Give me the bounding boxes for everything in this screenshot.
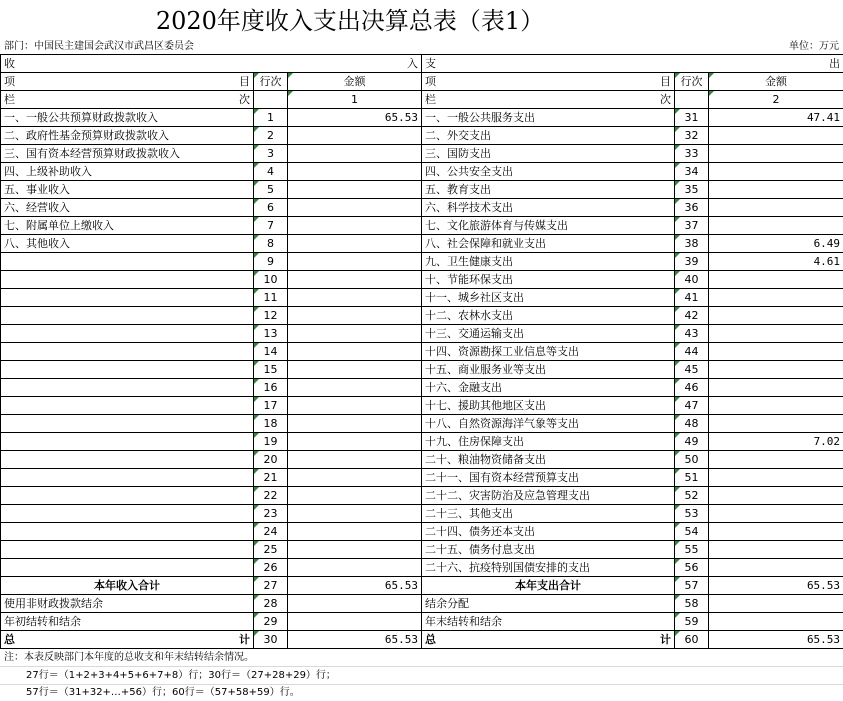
- expense-amount[interactable]: [709, 343, 843, 361]
- expense-item-label[interactable]: 二十、粮油物资储备支出: [422, 451, 675, 469]
- income-amount[interactable]: [288, 559, 422, 577]
- income-item-label[interactable]: [1, 505, 254, 523]
- row-59-label[interactable]: 年末结转和结余: [422, 613, 675, 631]
- expense-row-no-header[interactable]: 行次: [675, 73, 709, 91]
- note-line-1: 注：本表反映部门本年度的总收支和年末结转结余情况。: [4, 652, 254, 663]
- row-29-no[interactable]: 29: [254, 613, 288, 631]
- row-28-no[interactable]: 28: [254, 595, 288, 613]
- row-59-amount[interactable]: [709, 613, 843, 631]
- expense-amount[interactable]: 4.61: [709, 253, 843, 271]
- expense-item-label[interactable]: 十三、交通运输支出: [422, 325, 675, 343]
- table-row: [1, 109, 843, 127]
- expense-amount[interactable]: [709, 451, 843, 469]
- expense-col-label[interactable]: 栏 次: [422, 91, 675, 109]
- expense-amount[interactable]: [709, 307, 843, 325]
- table-row: [1, 235, 843, 253]
- income-item-label[interactable]: [1, 253, 254, 271]
- row-58-label[interactable]: 结余分配: [422, 595, 675, 613]
- income-item-label[interactable]: [1, 469, 254, 487]
- table-row: [1, 469, 843, 487]
- row-28-label[interactable]: 使用非财政拨款结余: [1, 595, 254, 613]
- table-row: [1, 199, 843, 217]
- income-amount-header[interactable]: 金额: [288, 73, 422, 91]
- income-item-label[interactable]: 二、政府性基金预算财政拨款收入: [1, 127, 254, 145]
- table-row: [1, 163, 843, 181]
- expense-item-label[interactable]: 二、外交支出: [422, 127, 675, 145]
- table-row: [1, 271, 843, 289]
- income-col-blank[interactable]: [254, 91, 288, 109]
- income-row-no[interactable]: 6: [254, 199, 288, 217]
- grand-total-row: [1, 631, 843, 649]
- income-item-label[interactable]: 三、国有资本经营预算财政拨款收入: [1, 145, 254, 163]
- expense-row-no[interactable]: 34: [675, 163, 709, 181]
- expense-amount[interactable]: [709, 271, 843, 289]
- expense-item-label[interactable]: 二十二、灾害防治及应急管理支出: [422, 487, 675, 505]
- expense-item-label[interactable]: 二十五、债务付息支出: [422, 541, 675, 559]
- expense-amount[interactable]: [709, 487, 843, 505]
- income-row-no-header[interactable]: 行次: [254, 73, 288, 91]
- income-row-no[interactable]: 12: [254, 307, 288, 325]
- income-item-header[interactable]: 项 目: [1, 73, 254, 91]
- expense-row-no[interactable]: 43: [675, 325, 709, 343]
- table-row: [1, 487, 843, 505]
- total-row: [1, 577, 843, 595]
- income-amount[interactable]: [288, 415, 422, 433]
- expense-item-label[interactable]: 二十六、抗疫特别国债安排的支出: [422, 559, 675, 577]
- expense-row-no[interactable]: 33: [675, 145, 709, 163]
- expense-grand-total-label[interactable]: 总 计: [422, 631, 675, 649]
- income-item-label[interactable]: 一、一般公共预算财政拨款收入: [1, 109, 254, 127]
- expense-row-no[interactable]: 50: [675, 451, 709, 469]
- income-amount[interactable]: [288, 505, 422, 523]
- income-item-label[interactable]: [1, 433, 254, 451]
- expense-row-no[interactable]: 53: [675, 505, 709, 523]
- expense-amount[interactable]: 47.41: [709, 109, 843, 127]
- expense-amount[interactable]: [709, 325, 843, 343]
- table-row: [1, 343, 843, 361]
- expense-amount[interactable]: [709, 523, 843, 541]
- income-row-no[interactable]: 14: [254, 343, 288, 361]
- income-item-label[interactable]: 五、事业收入: [1, 181, 254, 199]
- income-item-label[interactable]: [1, 487, 254, 505]
- grid-line: [0, 684, 843, 685]
- expense-row-no[interactable]: 40: [675, 271, 709, 289]
- expense-item-label[interactable]: 九、卫生健康支出: [422, 253, 675, 271]
- expense-amount[interactable]: [709, 199, 843, 217]
- income-total-label[interactable]: 本年收入合计: [1, 577, 254, 595]
- expense-grand-total-amount[interactable]: 65.53: [709, 631, 843, 649]
- expense-item-label[interactable]: 七、文化旅游体育与传媒支出: [422, 217, 675, 235]
- expense-total-label[interactable]: 本年支出合计: [422, 577, 675, 595]
- income-item-label[interactable]: [1, 559, 254, 577]
- income-row-no[interactable]: 9: [254, 253, 288, 271]
- table-row: [1, 379, 843, 397]
- income-row-no[interactable]: 16: [254, 379, 288, 397]
- income-item-label[interactable]: [1, 271, 254, 289]
- table-row: [1, 433, 843, 451]
- expense-total-amount[interactable]: 65.53: [709, 577, 843, 595]
- department-label: 部门：中国民主建国会武汉市武昌区委员会: [4, 41, 194, 52]
- income-amount[interactable]: [288, 217, 422, 235]
- table-row: [1, 289, 843, 307]
- table-row: [1, 307, 843, 325]
- income-row-no[interactable]: 26: [254, 559, 288, 577]
- table-row: [1, 181, 843, 199]
- expense-amount[interactable]: [709, 541, 843, 559]
- expense-item-label[interactable]: 十八、自然资源海洋气象等支出: [422, 415, 675, 433]
- expense-section-header[interactable]: 支 出: [422, 55, 843, 73]
- expense-item-label[interactable]: 八、社会保障和就业支出: [422, 235, 675, 253]
- income-item-label[interactable]: 六、经营收入: [1, 199, 254, 217]
- income-row-no[interactable]: 7: [254, 217, 288, 235]
- income-row-no[interactable]: 11: [254, 289, 288, 307]
- expense-amount[interactable]: [709, 397, 843, 415]
- expense-row-no[interactable]: 54: [675, 523, 709, 541]
- expense-item-header[interactable]: 项 目: [422, 73, 675, 91]
- income-amount[interactable]: [288, 541, 422, 559]
- income-item-label[interactable]: [1, 343, 254, 361]
- header-row-section: [1, 55, 843, 73]
- expense-grand-total-no[interactable]: 60: [675, 631, 709, 649]
- table-row: [1, 613, 843, 631]
- expense-item-label[interactable]: 二十一、国有资本经营预算支出: [422, 469, 675, 487]
- income-col-number[interactable]: 1: [288, 91, 422, 109]
- income-row-no[interactable]: 3: [254, 145, 288, 163]
- expense-row-no[interactable]: 47: [675, 397, 709, 415]
- expense-row-no[interactable]: 39: [675, 253, 709, 271]
- header-row-columns: [1, 73, 843, 91]
- expense-amount[interactable]: 6.49: [709, 235, 843, 253]
- page-title: 2020年度收入支出决算总表（表1）: [155, 7, 545, 35]
- income-item-label[interactable]: [1, 379, 254, 397]
- unit-label: 单位：万元: [789, 41, 839, 52]
- expense-amount[interactable]: [709, 559, 843, 577]
- expense-row-no[interactable]: 38: [675, 235, 709, 253]
- table-row: [1, 253, 843, 271]
- expense-item-label[interactable]: 二十四、债务还本支出: [422, 523, 675, 541]
- expense-amount-header[interactable]: 金额: [709, 73, 843, 91]
- expense-amount[interactable]: [709, 505, 843, 523]
- income-amount[interactable]: [288, 181, 422, 199]
- income-item-label[interactable]: 八、其他收入: [1, 235, 254, 253]
- income-row-no[interactable]: 4: [254, 163, 288, 181]
- income-amount[interactable]: [288, 307, 422, 325]
- expense-amount[interactable]: 7.02: [709, 433, 843, 451]
- expense-row-no[interactable]: 46: [675, 379, 709, 397]
- income-row-no[interactable]: 23: [254, 505, 288, 523]
- income-row-no[interactable]: 21: [254, 469, 288, 487]
- expense-row-no[interactable]: 31: [675, 109, 709, 127]
- income-total-amount[interactable]: 65.53: [288, 577, 422, 595]
- income-row-no[interactable]: 15: [254, 361, 288, 379]
- expense-row-no[interactable]: 32: [675, 127, 709, 145]
- expense-item-label[interactable]: 六、科学技术支出: [422, 199, 675, 217]
- income-grand-total-label[interactable]: 总 计: [1, 631, 254, 649]
- expense-amount[interactable]: [709, 163, 843, 181]
- expense-item-label[interactable]: 十、节能环保支出: [422, 271, 675, 289]
- income-row-no[interactable]: 19: [254, 433, 288, 451]
- income-amount[interactable]: [288, 325, 422, 343]
- income-row-no[interactable]: 8: [254, 235, 288, 253]
- table-row: [1, 595, 843, 613]
- income-row-no[interactable]: 13: [254, 325, 288, 343]
- income-row-no[interactable]: 10: [254, 271, 288, 289]
- expense-amount[interactable]: [709, 127, 843, 145]
- note-line-2: 27行＝（1+2+3+4+5+6+7+8）行；30行＝（27+28+29）行；: [26, 670, 336, 681]
- income-item-label[interactable]: [1, 397, 254, 415]
- income-row-no[interactable]: 18: [254, 415, 288, 433]
- income-col-label[interactable]: 栏 次: [1, 91, 254, 109]
- row-59-no[interactable]: 59: [675, 613, 709, 631]
- income-item-label[interactable]: 四、上级补助收入: [1, 163, 254, 181]
- expense-row-no[interactable]: 49: [675, 433, 709, 451]
- row-58-amount[interactable]: [709, 595, 843, 613]
- expense-amount[interactable]: [709, 415, 843, 433]
- note-line-3: 57行＝（31+32+…+56）行；60行＝（57+58+59）行。: [26, 687, 300, 698]
- expense-col-blank[interactable]: [675, 91, 709, 109]
- income-amount[interactable]: [288, 271, 422, 289]
- table-row: [1, 397, 843, 415]
- expense-row-no[interactable]: 37: [675, 217, 709, 235]
- expense-item-label[interactable]: 十一、城乡社区支出: [422, 289, 675, 307]
- table-row: [1, 217, 843, 235]
- table-row: [1, 127, 843, 145]
- expense-amount[interactable]: [709, 469, 843, 487]
- table-row: [1, 325, 843, 343]
- expense-amount[interactable]: [709, 217, 843, 235]
- expense-amount[interactable]: [709, 145, 843, 163]
- table-row: [1, 361, 843, 379]
- income-amount[interactable]: [288, 433, 422, 451]
- income-row-no[interactable]: 25: [254, 541, 288, 559]
- income-amount[interactable]: [288, 523, 422, 541]
- income-amount[interactable]: [288, 199, 422, 217]
- expense-item-label[interactable]: 十六、金融支出: [422, 379, 675, 397]
- row-28-amount[interactable]: [288, 595, 422, 613]
- row-58-no[interactable]: 58: [675, 595, 709, 613]
- income-item-label[interactable]: [1, 361, 254, 379]
- income-item-label[interactable]: 七、附属单位上缴收入: [1, 217, 254, 235]
- row-29-label[interactable]: 年初结转和结余: [1, 613, 254, 631]
- expense-item-label[interactable]: 四、公共安全支出: [422, 163, 675, 181]
- income-amount[interactable]: [288, 163, 422, 181]
- table-row: [1, 523, 843, 541]
- expense-item-label[interactable]: 十五、商业服务业等支出: [422, 361, 675, 379]
- income-amount[interactable]: [288, 289, 422, 307]
- expense-amount[interactable]: [709, 361, 843, 379]
- income-grand-total-amount[interactable]: 65.53: [288, 631, 422, 649]
- expense-row-no[interactable]: 51: [675, 469, 709, 487]
- income-amount[interactable]: [288, 235, 422, 253]
- income-amount[interactable]: [288, 379, 422, 397]
- expense-item-label[interactable]: 三、国防支出: [422, 145, 675, 163]
- income-amount[interactable]: [288, 343, 422, 361]
- expense-item-label[interactable]: 二十三、其他支出: [422, 505, 675, 523]
- row-29-amount[interactable]: [288, 613, 422, 631]
- income-item-label[interactable]: [1, 541, 254, 559]
- expense-row-no[interactable]: 41: [675, 289, 709, 307]
- income-row-no[interactable]: 22: [254, 487, 288, 505]
- income-amount[interactable]: [288, 145, 422, 163]
- expense-item-label[interactable]: 五、教育支出: [422, 181, 675, 199]
- income-amount[interactable]: [288, 397, 422, 415]
- income-item-label[interactable]: [1, 523, 254, 541]
- income-amount[interactable]: [288, 127, 422, 145]
- expense-amount[interactable]: [709, 289, 843, 307]
- income-item-label[interactable]: [1, 325, 254, 343]
- expense-row-no[interactable]: 56: [675, 559, 709, 577]
- table-row: [1, 559, 843, 577]
- expense-row-no[interactable]: 55: [675, 541, 709, 559]
- expense-item-label[interactable]: 十七、援助其他地区支出: [422, 397, 675, 415]
- income-row-no[interactable]: 2: [254, 127, 288, 145]
- income-grand-total-no[interactable]: 30: [254, 631, 288, 649]
- table-row: [1, 541, 843, 559]
- table-row: [1, 415, 843, 433]
- budget-table: [0, 54, 843, 649]
- expense-row-no[interactable]: 35: [675, 181, 709, 199]
- income-amount[interactable]: [288, 361, 422, 379]
- header-row-colno: [1, 91, 843, 109]
- grid-line: [0, 666, 843, 667]
- income-item-label[interactable]: [1, 451, 254, 469]
- expense-item-label[interactable]: 一、一般公共服务支出: [422, 109, 675, 127]
- income-row-no[interactable]: 5: [254, 181, 288, 199]
- expense-row-no[interactable]: 36: [675, 199, 709, 217]
- income-amount[interactable]: [288, 451, 422, 469]
- expense-col-number[interactable]: 2: [709, 91, 843, 109]
- income-row-no[interactable]: 1: [254, 109, 288, 127]
- expense-row-no[interactable]: 44: [675, 343, 709, 361]
- expense-item-label[interactable]: 十九、住房保障支出: [422, 433, 675, 451]
- income-amount[interactable]: [288, 253, 422, 271]
- expense-amount[interactable]: [709, 181, 843, 199]
- income-amount[interactable]: [288, 469, 422, 487]
- income-section-header[interactable]: 收 入: [1, 55, 422, 73]
- expense-row-no[interactable]: 52: [675, 487, 709, 505]
- expense-amount[interactable]: [709, 379, 843, 397]
- income-item-label[interactable]: [1, 307, 254, 325]
- expense-item-label[interactable]: 十四、资源勘探工业信息等支出: [422, 343, 675, 361]
- income-row-no[interactable]: 20: [254, 451, 288, 469]
- income-total-no[interactable]: 27: [254, 577, 288, 595]
- expense-row-no[interactable]: 45: [675, 361, 709, 379]
- income-row-no[interactable]: 17: [254, 397, 288, 415]
- expense-row-no[interactable]: 48: [675, 415, 709, 433]
- income-item-label[interactable]: [1, 415, 254, 433]
- income-item-label[interactable]: [1, 289, 254, 307]
- expense-total-no[interactable]: 57: [675, 577, 709, 595]
- expense-item-label[interactable]: 十二、农林水支出: [422, 307, 675, 325]
- income-amount[interactable]: 65.53: [288, 109, 422, 127]
- income-row-no[interactable]: 24: [254, 523, 288, 541]
- table-row: [1, 145, 843, 163]
- expense-row-no[interactable]: 42: [675, 307, 709, 325]
- table-row: [1, 505, 843, 523]
- table-row: [1, 451, 843, 469]
- income-amount[interactable]: [288, 487, 422, 505]
